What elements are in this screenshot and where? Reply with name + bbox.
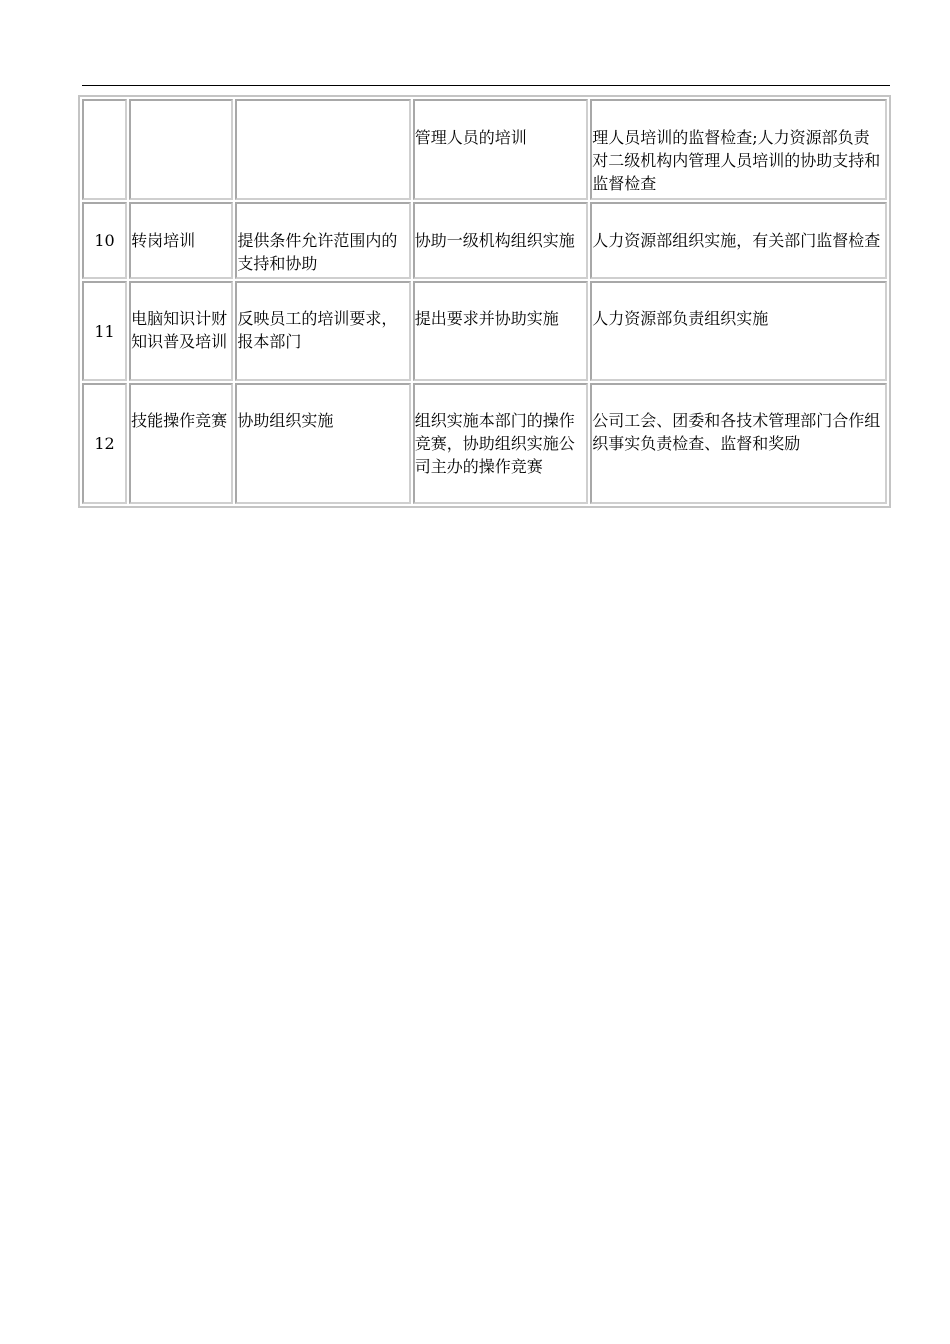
department-duty-cell: 协助一级机构组织实施 xyxy=(413,202,588,279)
table-row xyxy=(82,202,887,279)
training-item-cell xyxy=(129,99,233,200)
row-number: 12 xyxy=(82,383,127,504)
row-number: 10 xyxy=(82,202,127,279)
table-row xyxy=(82,281,887,381)
row-number xyxy=(82,99,127,200)
training-item-cell: 转岗培训 xyxy=(129,202,233,279)
hr-duty-cell: 人力资源部负责组织实施 xyxy=(590,281,887,381)
employee-duty-cell: 协助组织实施 xyxy=(235,383,410,504)
department-duty-cell: 组织实施本部门的操作竞赛，协助组织实施公司主办的操作竞赛 xyxy=(413,383,588,504)
hr-duty-cell: 公司工会、团委和各技术管理部门合作组织事实负责检查、监督和奖励 xyxy=(590,383,887,504)
row-number: 11 xyxy=(82,281,127,381)
employee-duty-cell: 提供条件允许范围内的支持和协助 xyxy=(235,202,410,279)
responsibility-table xyxy=(78,95,891,508)
employee-duty-cell xyxy=(235,99,410,200)
department-duty-cell: 管理人员的培训 xyxy=(413,99,588,200)
department-duty-cell: 提出要求并协助实施 xyxy=(413,281,588,381)
employee-duty-cell: 反映员工的培训要求，报本部门 xyxy=(235,281,410,381)
training-item-cell: 电脑知识计财知识普及培训 xyxy=(129,281,233,381)
training-item-cell: 技能操作竞赛 xyxy=(129,383,233,504)
hr-duty-cell: 理人员培训的监督检查;人力资源部负责对二级机构内管理人员培训的协助支持和监督检查 xyxy=(590,99,887,200)
header-rule xyxy=(82,85,890,86)
table-row xyxy=(82,383,887,504)
hr-duty-cell: 人力资源部组织实施，有关部门监督检查 xyxy=(590,202,887,279)
table-row xyxy=(82,99,887,200)
